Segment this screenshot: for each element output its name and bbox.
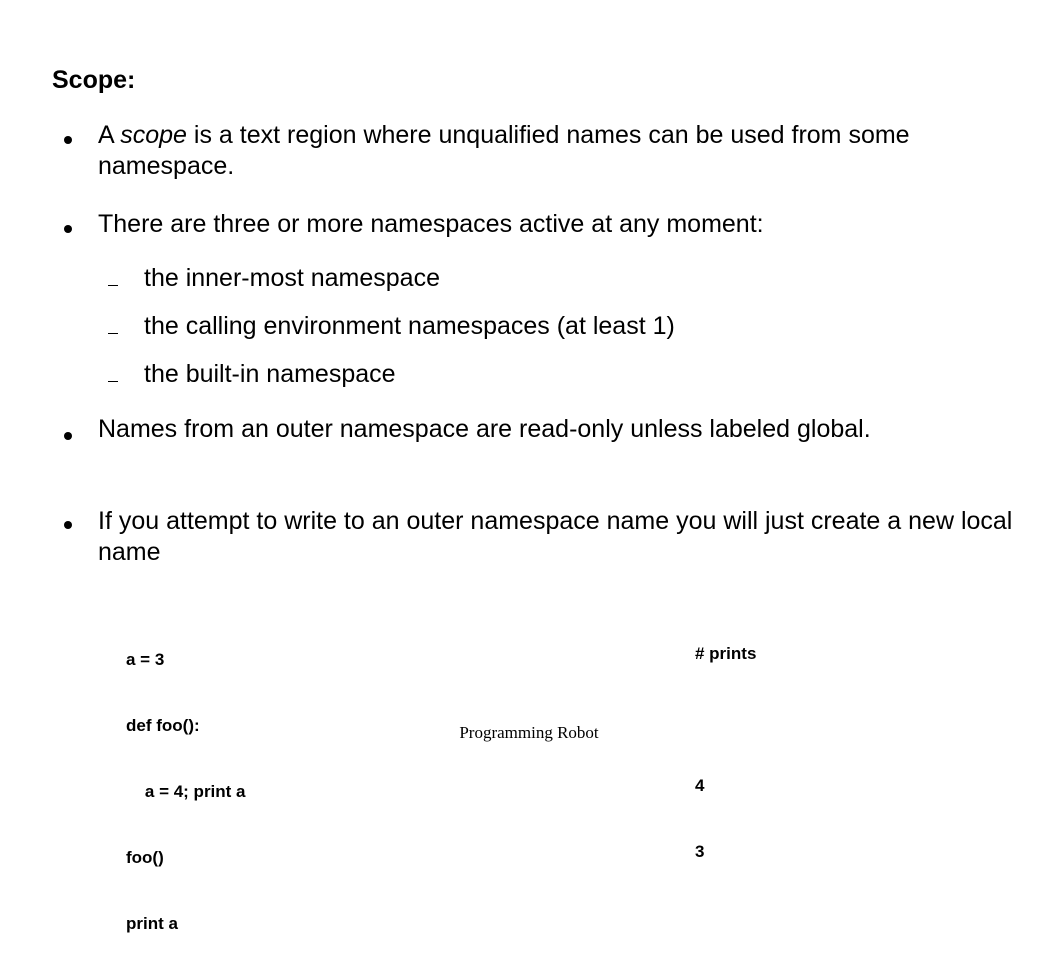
bullet-scope-definition (98, 120, 1028, 182)
bullet-text-post: is a text region where unqualified names can be used from some namespace. (98, 121, 910, 180)
code-line: a = 4; print a (126, 782, 246, 801)
code-line: a = 3 (126, 650, 165, 669)
code-line: print a (126, 914, 178, 933)
sub-bullet-built-in: the built-in namespace (144, 360, 396, 388)
bullet-write-outer: If you attempt to write to an outer namespace name you will just create a new local name (98, 507, 1013, 566)
sub-bullet-dash (108, 285, 118, 286)
bullet-text-pre: A (98, 121, 121, 149)
sub-bullet-dash (108, 381, 118, 382)
bullet-namespaces-active: There are three or more namespaces active at any moment: (98, 210, 764, 238)
output-line: 3 (695, 842, 705, 861)
slide-title: Scope: (52, 66, 136, 94)
bullet-dot (64, 521, 72, 529)
output-block (695, 599, 756, 907)
sub-bullet-inner-most: the inner-most namespace (144, 264, 440, 292)
bullet-dot (64, 225, 72, 233)
code-line: foo() (126, 848, 164, 867)
code-block (126, 605, 246, 979)
sub-bullet-dash (108, 333, 118, 334)
bullet-dot (64, 432, 72, 440)
slide-footer: Programming Robot (459, 723, 599, 742)
output-line: # prints (695, 644, 757, 663)
bullet-dot (64, 136, 72, 144)
bullet-text-emphasis: scope (120, 121, 187, 149)
sub-bullet-calling-environment: the calling environment namespaces (at least 1) (144, 312, 675, 340)
bullet-read-only: Names from an outer namespace are read-only unless labeled global. (98, 415, 871, 443)
code-line: def foo(): (126, 716, 200, 735)
output-line: 4 (695, 776, 705, 795)
